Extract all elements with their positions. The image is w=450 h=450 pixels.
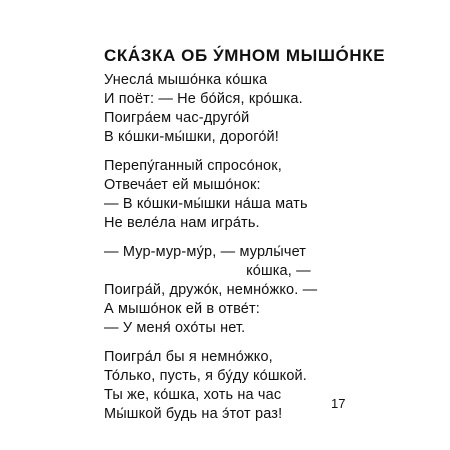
poem-line: — Мур-мур-му́р, — мурлы́чет: [104, 244, 307, 260]
poem-line: Поигра́й, дружо́к, немно́жко. —: [104, 282, 318, 298]
poem-line: То́лько, пусть, я бу́ду ко́шкой.: [104, 368, 307, 384]
poem-line: Не веле́ла нам игра́ть.: [104, 215, 260, 231]
poem-line: Мы́шкой будь на э́тот раз!: [104, 406, 283, 422]
poem-line: Перепу́ганный спросо́нок,: [104, 158, 282, 174]
poem-line: Ты же, ко́шка, хоть на час: [104, 387, 282, 403]
poem-line: В ко́шки-мы́шки, дорого́й!: [104, 129, 279, 145]
poem-line: И поёт: — Не бо́йся, кро́шка.: [104, 91, 303, 107]
poem-line: А мышо́нок ей в отве́т:: [104, 301, 260, 317]
stanza-3: [104, 243, 317, 338]
poem-line: — В ко́шки-мы́шки на́ша мать: [104, 196, 308, 212]
stanza-1: [104, 71, 317, 147]
poem-line: — У меня́ охо́ты нет.: [104, 320, 246, 336]
stanza-4: [104, 348, 317, 424]
page-number: 17: [331, 396, 346, 411]
poem-line: Поигра́л бы я немно́жко,: [104, 349, 273, 365]
poem-line: Унесла́ мышо́нка ко́шка: [104, 72, 268, 88]
stanza-2: [104, 157, 317, 233]
poem-body: [104, 71, 317, 434]
poem-line: ко́шка, —: [104, 263, 311, 279]
poem-line: Отвеча́ет ей мышо́нок:: [104, 177, 261, 193]
poem-title: СКА́ЗКА ОБ У́МНОМ МЫШО́НКЕ: [104, 46, 386, 65]
poem-line: Поигра́ем час-друго́й: [104, 110, 250, 126]
